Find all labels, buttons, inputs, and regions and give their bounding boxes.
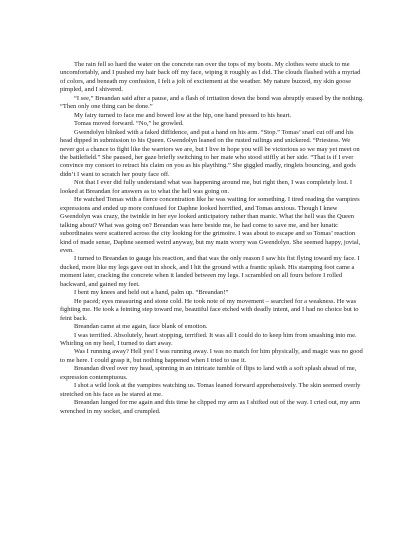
paragraph: My fairy turned to face me and bowed low at the hip, one hand pressed to his heart. (74, 111, 292, 119)
paragraph: Breandan lunged for me again and this time he clipped my arm as I shifted out of the way. I cried out, my arm wrenched in my socket, and crumpled. (60, 399, 361, 415)
paragraph: I bent my knees and held out a hand, palm up. “Breandan!” (74, 289, 229, 297)
paragraph: I turned to Breandan to gauge his reaction, and that was the only reason I saw his fist flying toward my face. I ducked, more like my legs gave out in shock, and I hit the ground with a frantic splash. His stamping foot came a moment later, cracking the concrete when it landed between my legs. I scrambled on all fours before I rolled backward, and gained my feet. (60, 255, 360, 288)
paragraph: He watched Tomas with a fierce concentration like he was waiting for something. I tired reading the vampires expressions and ended up more confused for Daphne looked horrified, and Tomas anxious. Though I knew Gwendolyn was crazy, the twinkle in her eye looked anticipatory rather than manic. What the hell was the Queen talking about? What was going on? Breandan was here beside me, he had come to save me, and her lunatic subordinates were scattered across the city looking for the grimoire. I was about to escape and so Tomas’ reaction kind of made sense, Daphne seemed weird anyway, but my main worry was Gwendolyn. She seemed happy, jovial, even. (60, 196, 361, 254)
body-text (60, 61, 364, 416)
paragraph: Gwendolyn blinked with a faked diffidence, and put a hand on his arm. “Stop.” Tomas’ snarl cut off and his head dipped in submission to his Queen. Gwendolyn leaned on the rusted railings and snickered. “Priestess. We never got a chance to fight like the warriors we are, but I live in hope you will be victorious so we may yet meet on the battlefield.” She paused, her gaze briefly switching to her mate who stood stiffly at her side. “That is if I ever convince my consort to retract his claim on you as his plaything.” She giggled madly, ringlets bouncing, and gods didn’t I want to scratch her pouty face off. (60, 128, 360, 178)
paragraph: “I see,” Breandan said after a pause, and a flash of irritation down the bond was abruptly erased by the nothing. “Then only one thing can be done.” (60, 94, 364, 111)
paragraph: The rain fell so hard the water on the concrete ran over the tops of my boots. My clothes were stuck to me uncomfortably, and I pushed my hair back off my face, wiping it roughly as I did. The clouds flashed with a myriad of colors, and beneath my confusion, I felt a jolt of excitement at the weather. My nature buzzed, my skin goose pimpled, and I shivered. (60, 61, 361, 94)
paragraph: Breandan dived over my head, spinning in an intricate tumble of flips to land with a soft splash ahead of me, expression contemptuous. (60, 365, 357, 381)
paragraph: Breandan came at me again, face blank of emotion. (74, 323, 208, 331)
paragraph: Not that I ever did fully understand what was happening around me, but right then, I was completely lost. I looked at Breandan for answers as to what the hell was going on. (60, 179, 352, 195)
paragraph: I shot a wild look at the vampires watching us. Tomas leaned forward apprehensively. The skin seemed overly stretched on his face as he stared at me. (60, 382, 361, 398)
paragraph: He paced; eyes measuring and stone cold. He took note of my movement – searched for a weakness. He was fighting me. He took a feinting step toward me, beautiful face etched with deadly intent, and I had no choice but to feint back. (60, 297, 359, 322)
paragraph: I was terrified. Absolutely, heart stopping, terrified. It was all I could do to keep him from smashing into me. Whirling on my heel, I turned to dart away. (60, 331, 357, 347)
paragraph: Was I running away? Hell yes! I was running away. I was no match for him physically, and magic was no good to me here. I could grasp it, but nothing happened when I tried to use it. (60, 348, 363, 364)
paragraph: Tomas moved forward. “No,” he growled. (74, 120, 184, 128)
